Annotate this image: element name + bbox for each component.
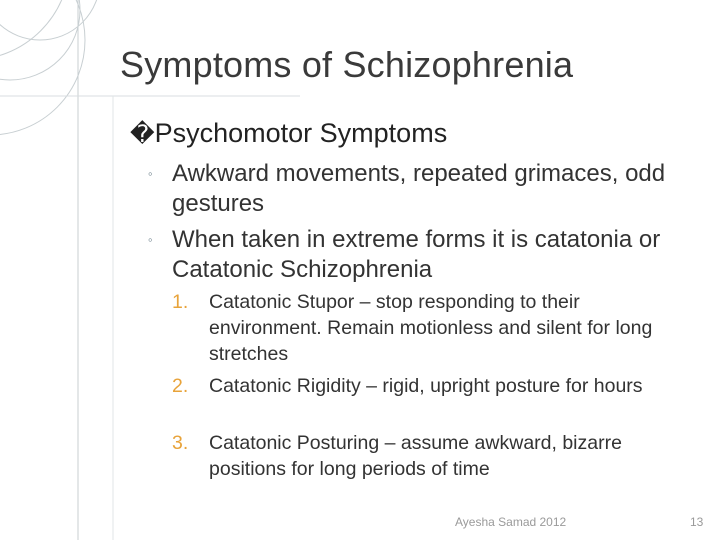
numbered-item: [172, 430, 679, 482]
item-text: Catatonic Stupor – stop responding to their environment. Remain motionless and silent for long stretches: [209, 291, 653, 365]
item-number: 2.: [172, 375, 189, 397]
item-text: Catatonic Rigidity – rigid, upright posture for hours: [209, 375, 643, 397]
level2-bullet: [148, 225, 697, 285]
level1-bullet: [130, 118, 447, 149]
numbered-item: [172, 373, 679, 399]
level2-bullet: [148, 159, 697, 219]
level2-text: When taken in extreme forms it is catatonia or Catatonic Schizophrenia: [172, 226, 661, 283]
footer-author: Ayesha Samad 2012: [455, 515, 567, 529]
item-number: 1.: [172, 291, 189, 313]
level1-text: Psychomotor Symptoms: [154, 118, 448, 148]
item-number: 3.: [172, 432, 189, 454]
slide-title: Symptoms of Schizophrenia: [120, 44, 574, 85]
numbered-item: [172, 289, 679, 367]
slide-number: 13: [690, 515, 704, 529]
ring-bullet-icon: ◦: [148, 166, 153, 181]
bullet-icon: �: [130, 121, 155, 148]
level2-text: Awkward movements, repeated grimaces, odd gestures: [172, 160, 666, 217]
item-text: Catatonic Posturing – assume awkward, bizarre positions for long periods of time: [209, 432, 622, 480]
ring-bullet-icon: ◦: [148, 232, 153, 247]
